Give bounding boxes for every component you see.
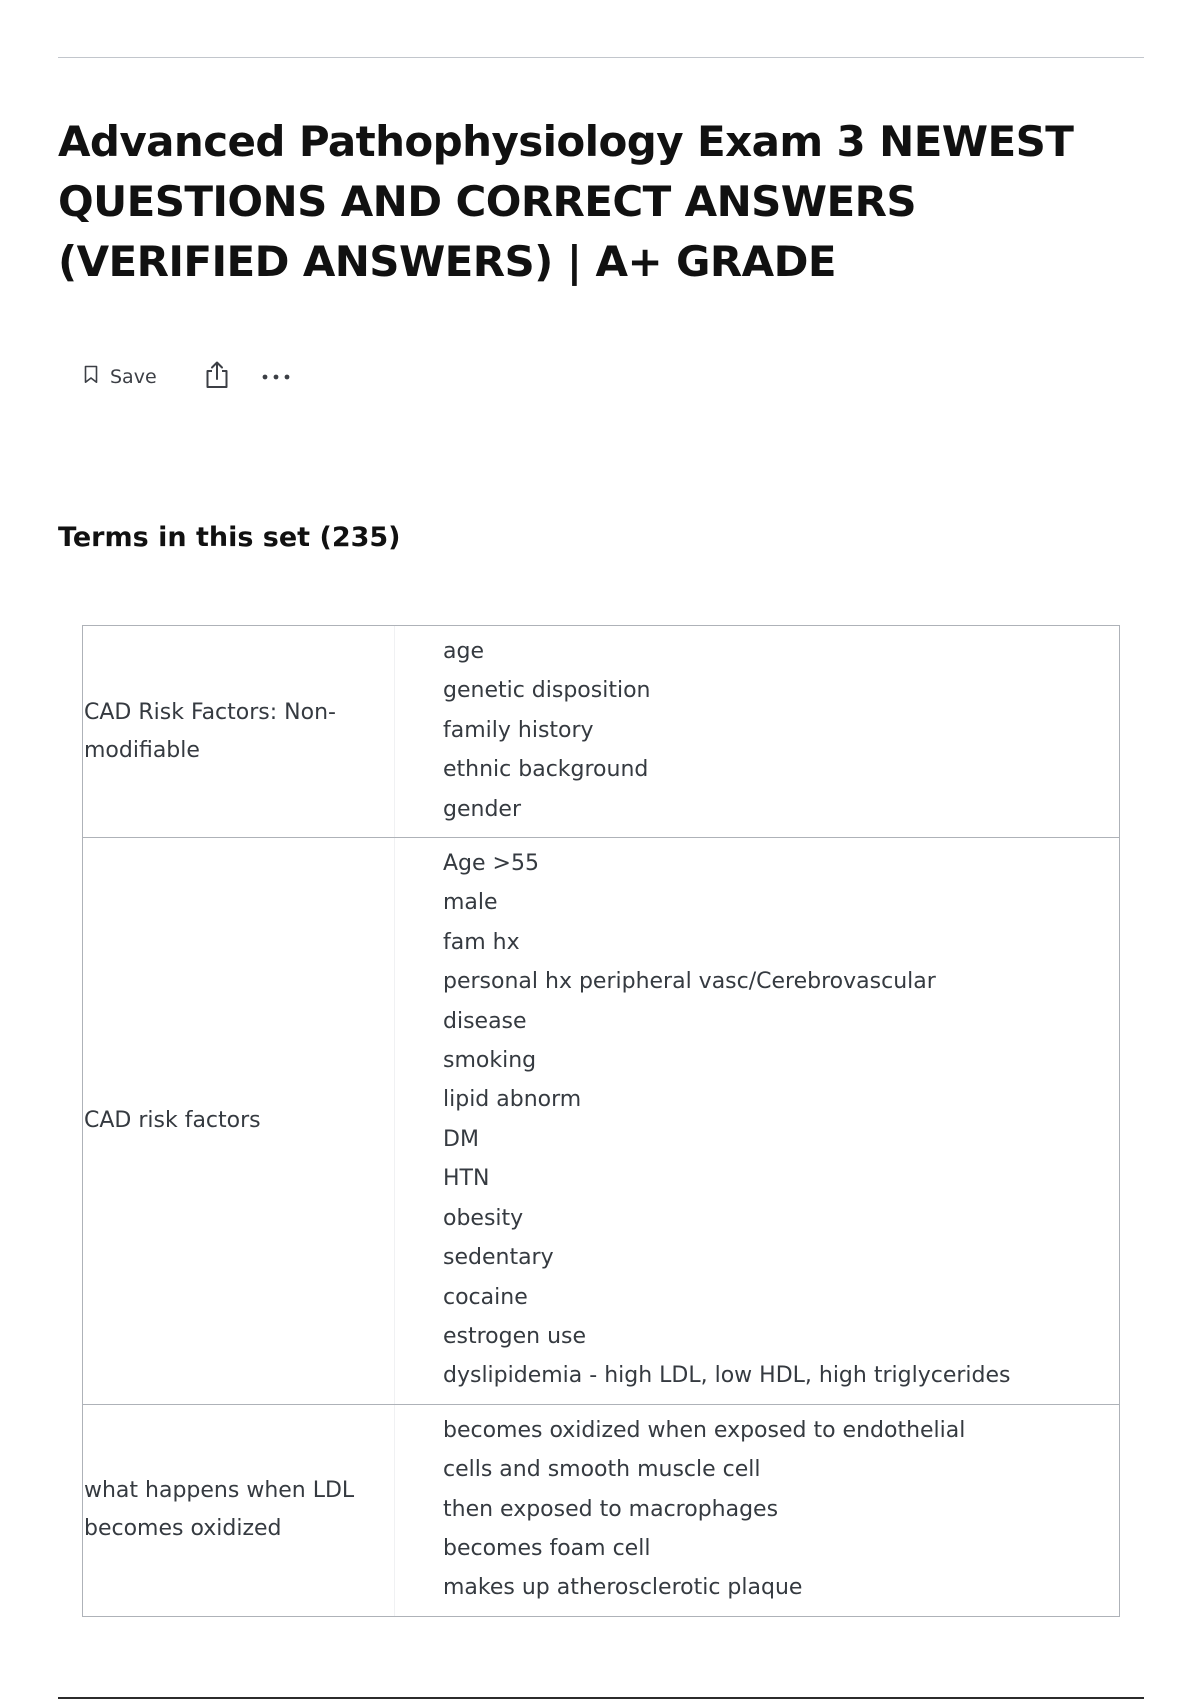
- page-title: Advanced Pathophysiology Exam 3 NEWEST QUESTIONS AND CORRECT ANSWERS (VERIFIED ANSWERS) | A+ GRADE: [58, 117, 1074, 286]
- definition-cell: [394, 838, 1120, 1405]
- terms-table: [82, 625, 1120, 1617]
- bottom-divider: [58, 1697, 1144, 1699]
- definition-line: ethnic background: [443, 757, 649, 783]
- save-button[interactable]: [84, 365, 157, 389]
- definition-line: cells and smooth muscle cell: [443, 1457, 761, 1483]
- bookmark-icon: [84, 365, 98, 389]
- definition-line: dyslipidemia - high LDL, low HDL, high triglycerides: [443, 1363, 1011, 1389]
- term-row: [83, 838, 1120, 1405]
- definition-text: [394, 626, 1119, 837]
- term-text: what happens when LDL becomes oxidized: [83, 1404, 395, 1616]
- definition-line: gender: [443, 796, 521, 822]
- definition-line: smoking: [443, 1048, 537, 1074]
- share-button[interactable]: [203, 360, 231, 395]
- share-icon: [203, 360, 231, 395]
- definition-line: male: [443, 890, 498, 916]
- definition-text: [394, 1405, 1119, 1616]
- definition-line: sedentary: [443, 1245, 554, 1271]
- definition-cell: [394, 626, 1120, 838]
- definition-line: becomes foam cell: [443, 1535, 651, 1561]
- action-bar: [84, 360, 291, 394]
- more-options-button[interactable]: [261, 368, 291, 386]
- term-row: [83, 626, 1120, 838]
- definition-line: makes up atherosclerotic plaque: [443, 1575, 803, 1601]
- definition-cell: [394, 1404, 1120, 1616]
- definition-line: Age >55: [443, 851, 539, 877]
- definition-line: genetic disposition: [443, 678, 651, 704]
- definition-line: cocaine: [443, 1284, 528, 1310]
- term-text: CAD Risk Factors: Non-modifiable: [83, 626, 395, 838]
- definition-line: personal hx peripheral vasc/Cerebrovascular: [443, 969, 936, 995]
- definition-line: disease: [443, 1008, 527, 1034]
- term-text: CAD risk factors: [83, 838, 395, 1405]
- terms-list: [83, 626, 1120, 1617]
- definition-line: DM: [443, 1126, 479, 1152]
- term-row: [83, 1404, 1120, 1616]
- definition-text: [394, 838, 1119, 1404]
- definition-line: then exposed to macrophages: [443, 1496, 779, 1522]
- definition-line: family history: [443, 717, 594, 743]
- definition-line: obesity: [443, 1205, 524, 1231]
- save-label: Save: [110, 366, 157, 388]
- top-divider: [58, 57, 1144, 58]
- definition-line: HTN: [443, 1166, 490, 1192]
- definition-line: lipid abnorm: [443, 1087, 582, 1113]
- terms-heading: Terms in this set (235): [58, 522, 401, 553]
- definition-line: age: [443, 639, 484, 664]
- definition-line: estrogen use: [443, 1323, 587, 1349]
- definition-line: fam hx: [443, 929, 520, 955]
- more-icon: [261, 368, 291, 386]
- definition-line: becomes oxidized when exposed to endothelial: [443, 1417, 966, 1443]
